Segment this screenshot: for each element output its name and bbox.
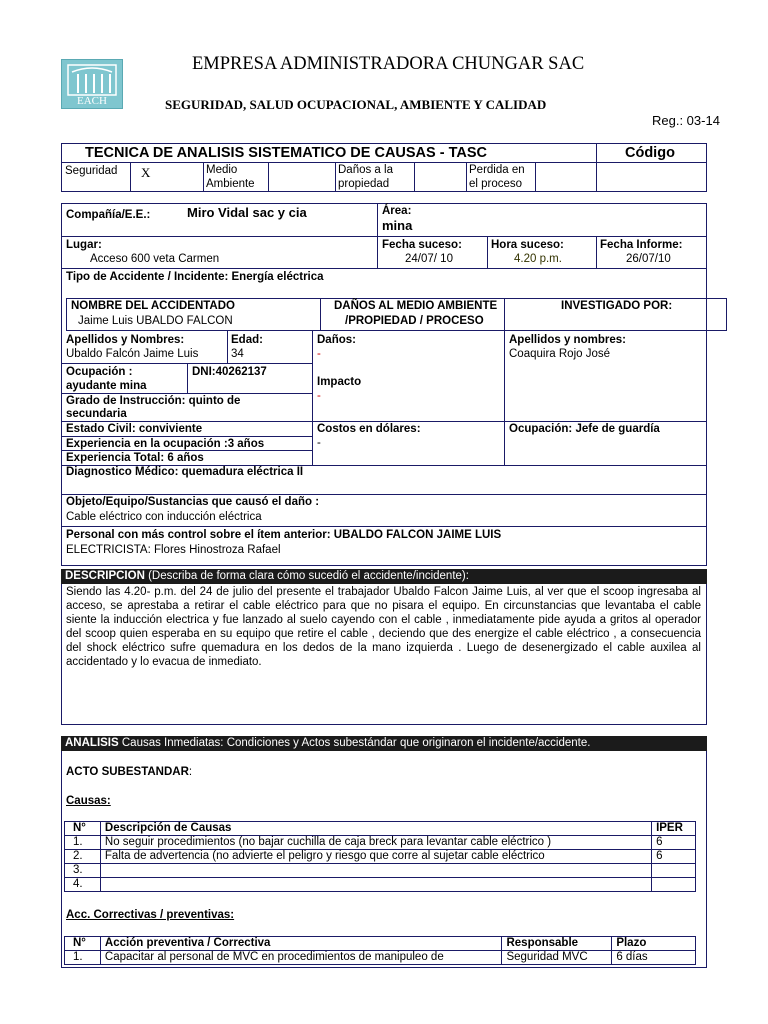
acciones-header-cell: Acción preventiva / Correctiva — [100, 937, 502, 951]
descripcion-text: Siendo las 4.20- p.m. del 24 de julio del presente el trabajador Ubaldo Falcon Jaime Luis, al ver que el scoop ingresaba al acceso, se aprestaba a retirar el cable eléctrico para que no pisara el equipo. En circunstancias que levantaba el cable siente la inducción electrica y fue lanzado al suelo cayendo con el cable , inmediatamente pide ayuda a gritos al operador del scoop quien esperaba en su equipo que retire el cable , deciendo que des energize el cable eléctrico , a consecuencia del shock eléctrico sufre quemadura en los dedos de la mano izquierda . Luego de desenergizado el cable auxilea al accidentado y lo evacua de inmediato. — [66, 586, 701, 668]
table-row — [65, 836, 696, 850]
type-perdida-2: el proceso — [469, 178, 523, 190]
grado-line-2: secundaria — [66, 408, 127, 420]
logo-text: EACH — [77, 95, 107, 107]
edad-value: 34 — [231, 348, 244, 360]
acciones-table — [64, 936, 696, 965]
table-cell — [100, 878, 651, 892]
inv-ocupacion: Ocupación: Jefe de guardía — [509, 423, 660, 435]
table-cell: Seguridad MVC — [502, 951, 612, 965]
table-cell: 1. — [65, 836, 101, 850]
danos-header-1: DAÑOS AL MEDIO AMBIENTE — [334, 300, 498, 312]
seguridad-mark: X — [141, 165, 151, 180]
table-row — [65, 951, 696, 965]
costos-label: Costos en dólares: — [317, 423, 421, 435]
diagnostico: Diagnostico Médico: quemadura eléctrica II — [66, 466, 304, 478]
company-name: EMPRESA ADMINISTRADORA CHUNGAR SAC — [192, 54, 585, 74]
acciones-header-cell: Plazo — [612, 937, 696, 951]
descripcion-header — [61, 569, 707, 584]
nombre-value: Jaime Luis UBALDO FALCON — [78, 315, 233, 327]
table-cell: Falta de advertencia (no advierte el peligro y riesgo que corre al sujetar cable eléctrico — [100, 850, 651, 864]
type-danos-2: propiedad — [338, 178, 390, 190]
hora-suceso-value: 4.20 p.m. — [514, 253, 562, 265]
table-cell: 6 — [652, 836, 696, 850]
table-row — [65, 864, 696, 878]
each-logo — [61, 59, 123, 109]
dni: DNI:40262137 — [192, 366, 267, 378]
type-seguridad: Seguridad — [65, 165, 118, 177]
fecha-informe-value: 26/07/10 — [626, 253, 671, 265]
type-medio-1: Medio — [206, 164, 238, 176]
form-title: TECNICA DE ANALISIS SISTEMATICO DE CAUSAS - TASC — [85, 145, 487, 161]
area-value: mina — [382, 218, 413, 233]
type-danos-1: Daños a la — [338, 164, 393, 176]
descripcion-label: DESCRIPCION — [65, 570, 145, 582]
personal-label: Personal con más control sobre el ítem anterior: UBALDO FALCON JAIME LUIS — [66, 529, 502, 541]
causas-header-cell: IPER — [652, 822, 696, 836]
acciones-header-cell: Responsable — [502, 937, 612, 951]
causas-table — [64, 821, 696, 892]
tipo-accidente: Tipo de Accidente / Incidente: Energía eléctrica — [66, 271, 324, 283]
table-cell — [652, 878, 696, 892]
table-cell: Capacitar al personal de MVC en procedimientos de manipuleo de — [100, 951, 502, 965]
lugar-value: Acceso 600 veta Carmen — [90, 253, 220, 265]
estado-civil: Estado Civil: conviviente — [66, 423, 203, 435]
inv-apellidos-value: Coaquira Rojo José — [509, 348, 611, 360]
hora-suceso-label: Hora suceso: — [491, 239, 564, 251]
objeto-label: Objeto/Equipo/Sustancias que causó el daño : — [66, 496, 320, 508]
apellidos-label: Apellidos y Nombres: — [66, 334, 185, 346]
lugar-label: Lugar: — [66, 239, 102, 251]
ocupacion-value: ayudante mina — [66, 380, 147, 392]
compania-label: Compañía/E.E.: — [66, 209, 151, 221]
danos-header-2: /PROPIEDAD / PROCESO — [345, 315, 484, 327]
fecha-suceso-value: 24/07/ 10 — [405, 253, 453, 265]
edad-label: Edad: — [231, 334, 263, 346]
table-cell: 3. — [65, 864, 101, 878]
causas-header-cell: N° — [65, 822, 101, 836]
impacto-value: - — [317, 390, 321, 402]
analisis-label: ANALISIS — [65, 737, 119, 749]
impacto-label: Impacto — [317, 376, 362, 388]
table-cell: 2. — [65, 850, 101, 864]
fecha-suceso-label: Fecha suceso: — [382, 239, 462, 251]
table-cell: 6 días — [612, 951, 696, 965]
acciones-header-cell: N° — [65, 937, 101, 951]
table-cell — [652, 864, 696, 878]
grado-line-1: Grado de Instrucción: quinto de — [66, 395, 241, 407]
causas-header-row — [65, 822, 696, 836]
acciones-header-row — [65, 937, 696, 951]
codigo-label: Código — [625, 145, 675, 161]
inv-apellidos-label: Apellidos y nombres: — [509, 334, 626, 346]
fecha-informe-label: Fecha Informe: — [600, 239, 683, 251]
nombre-header: NOMBRE DEL ACCIDENTADO — [71, 300, 235, 312]
apellidos-value: Ubaldo Falcón Jaime Luis — [66, 348, 199, 360]
analisis-hint: Causas Inmediatas: Condiciones y Actos subestándar que originaron el incidente/accidente. — [118, 737, 591, 749]
danos-label: Daños: — [317, 334, 356, 346]
type-perdida-1: Perdida en — [469, 164, 525, 176]
ocupacion-label: Ocupación : — [66, 366, 133, 378]
causas-label: Causas: — [66, 795, 111, 807]
objeto-value: Cable eléctrico con inducción eléctrica — [66, 511, 262, 523]
investigado-header: INVESTIGADO POR: — [561, 300, 673, 312]
exp-total: Experiencia Total: 6 años — [66, 452, 204, 464]
table-cell: 1. — [65, 951, 101, 965]
acciones-label: Acc. Correctivas / preventivas: — [66, 909, 235, 921]
type-medio-2: Ambiente — [206, 178, 255, 190]
table-cell: No seguir procedimientos (no bajar cuchilla de caja breck para levantar cable eléctrico ) — [100, 836, 651, 850]
analisis-header — [61, 736, 707, 751]
table-row — [65, 850, 696, 864]
costos-value: - — [317, 437, 321, 449]
descripcion-hint: (Describa de forma clara cómo sucedió el accidente/incidente): — [144, 570, 469, 582]
danos-value: - — [317, 348, 321, 360]
personal-value: ELECTRICISTA: Flores Hinostroza Rafael — [66, 544, 281, 556]
table-cell: 4. — [65, 878, 101, 892]
table-row — [65, 878, 696, 892]
acto-subestandar: ACTO SUBESTANDAR: — [66, 766, 193, 778]
table-cell: 6 — [652, 850, 696, 864]
header-subtitle: SEGURIDAD, SALUD OCUPACIONAL, AMBIENTE Y CALIDAD — [165, 97, 547, 112]
table-cell — [100, 864, 651, 878]
area-label: Área: — [382, 205, 412, 217]
reg-number: Reg.: 03-14 — [652, 113, 720, 128]
compania-value: Miro Vidal sac y cia — [187, 205, 307, 220]
causas-header-cell: Descripción de Causas — [100, 822, 651, 836]
exp-ocupacion: Experiencia en la ocupación :3 años — [66, 438, 265, 450]
